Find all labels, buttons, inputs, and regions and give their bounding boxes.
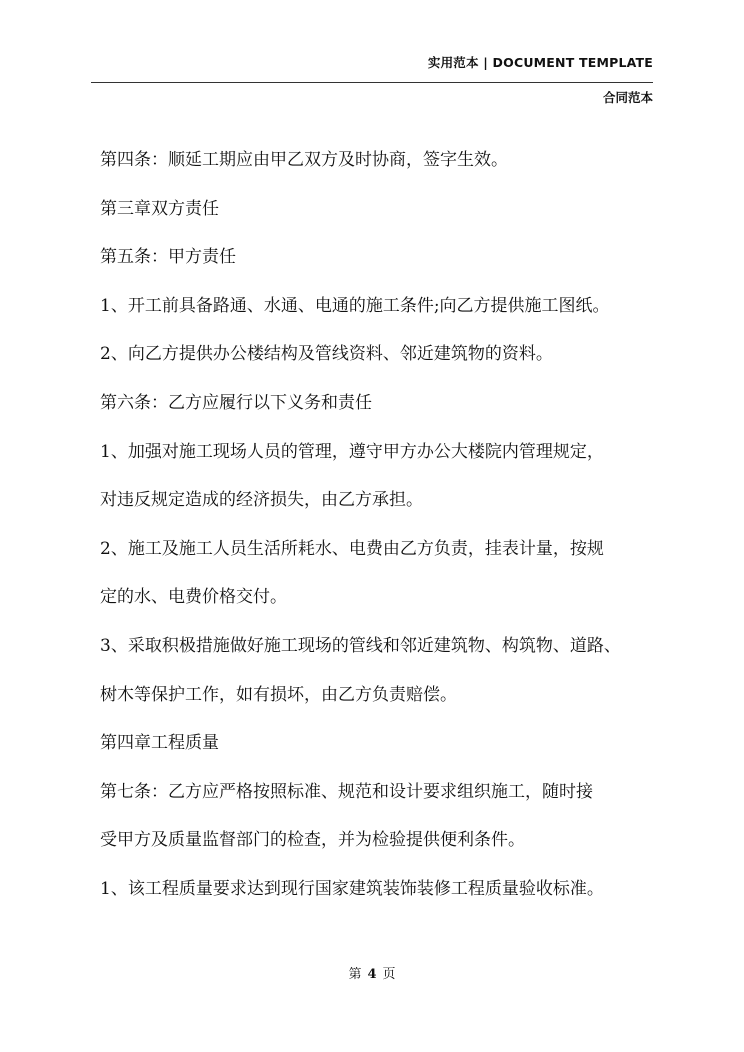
page-footer [0, 963, 744, 982]
document-body [100, 136, 660, 914]
header-subtitle: 合同范本 [602, 90, 653, 105]
paragraph-line: 1、开工前具备路通、水通、电通的施工条件;向乙方提供施工图纸。 [100, 295, 610, 316]
chapter-heading: 第三章双方责任 [100, 198, 219, 219]
article-heading: 第六条：乙方应履行以下义务和责任 [100, 392, 372, 413]
paragraph-line: 受甲方及质量监督部门的检查，并为检验提供便利条件。 [100, 830, 525, 851]
article-heading: 第五条：甲方责任 [100, 247, 236, 268]
paragraph-line: 3、采取积极措施做好施工现场的管线和邻近建筑物、构筑物、道路、 [100, 635, 621, 656]
chapter-heading: 第四章工程质量 [100, 733, 219, 754]
paragraph-line: 2、施工及施工人员生活所耗水、电费由乙方负责，挂表计量，按规 [100, 538, 604, 559]
page-number: 4 [367, 967, 377, 982]
paragraph-line: 树木等保护工作，如有损坏，由乙方负责赔偿。 [100, 684, 457, 705]
header-title: 实用范本 | DOCUMENT TEMPLATE [427, 55, 653, 70]
paragraph-line: 对违反规定造成的经济损失，由乙方承担。 [100, 490, 423, 511]
paragraph-line: 1、加强对施工现场人员的管理，遵守甲方办公大楼院内管理规定， [100, 441, 604, 462]
paragraph-line: 2、向乙方提供办公楼结构及管线资料、邻近建筑物的资料。 [100, 344, 553, 365]
paragraph-line: 定的水、电费价格交付。 [100, 587, 287, 608]
page-suffix: 页 [382, 967, 396, 982]
paragraph-line: 第七条：乙方应严格按照标准、规范和设计要求组织施工，随时接 [100, 781, 593, 802]
header-divider [91, 82, 653, 83]
page-prefix: 第 [348, 967, 362, 982]
paragraph-line: 1、该工程质量要求达到现行国家建筑装饰装修工程质量验收标准。 [100, 878, 604, 899]
paragraph-line: 第四条：顺延工期应由甲乙双方及时协商，签字生效。 [100, 150, 508, 170]
